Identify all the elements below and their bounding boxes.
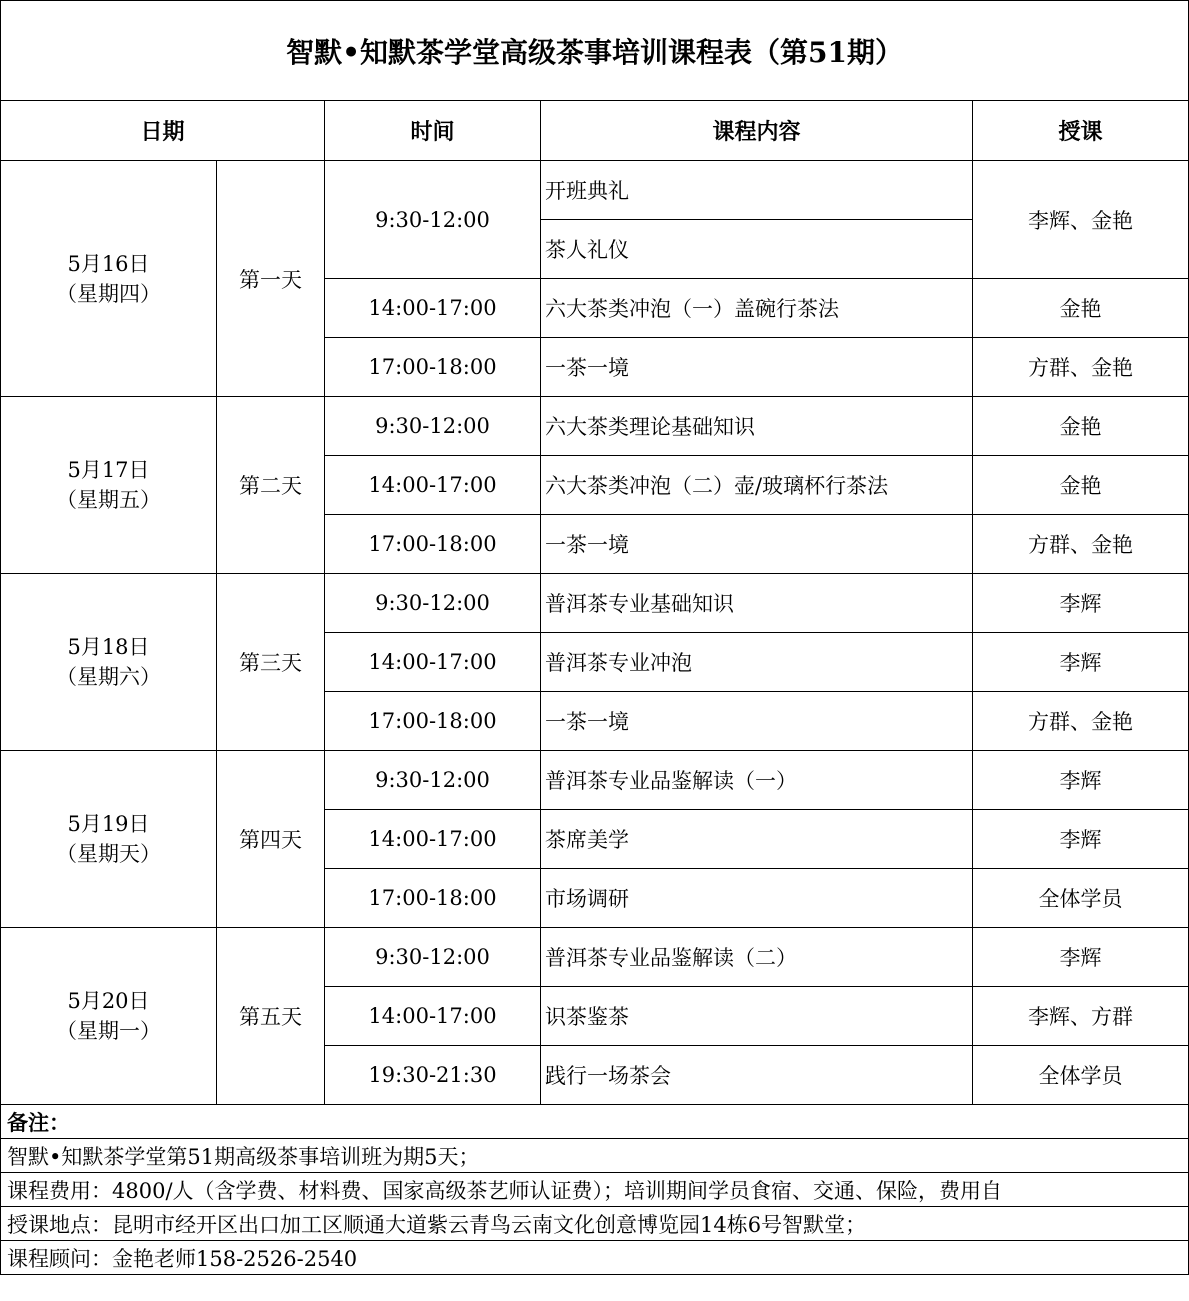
time-cell: 9:30-12:00 (325, 574, 541, 633)
teacher-cell: 方群、金艳 (973, 515, 1189, 574)
time-cell: 17:00-18:00 (325, 338, 541, 397)
teacher-cell: 方群、金艳 (973, 692, 1189, 751)
content-cell: 普洱茶专业冲泡 (541, 633, 973, 692)
teacher-cell: 李辉 (973, 810, 1189, 869)
teacher-cell: 全体学员 (973, 869, 1189, 928)
weekday-text: （星期一） (56, 1019, 161, 1043)
content-cell: 识茶鉴茶 (541, 987, 973, 1046)
content-cell: 践行一场茶会 (541, 1046, 973, 1105)
header-time: 时间 (325, 101, 541, 161)
date-text: 5月20日 (67, 989, 150, 1013)
notes-row (1, 1139, 1189, 1173)
table-row (1, 751, 1189, 810)
weekday-text: （星期五） (56, 488, 161, 512)
weekday-text: （星期四） (56, 281, 161, 306)
date-cell (1, 928, 217, 1105)
time-cell: 9:30-12:00 (325, 928, 541, 987)
day-label: 第四天 (217, 751, 325, 928)
header-content: 课程内容 (541, 101, 973, 161)
teacher-cell: 李辉 (973, 633, 1189, 692)
time-cell: 17:00-18:00 (325, 869, 541, 928)
notes-row (1, 1207, 1189, 1241)
content-cell: 普洱茶专业基础知识 (541, 574, 973, 633)
day-label: 第二天 (217, 397, 325, 574)
table-row (1, 574, 1189, 633)
time-cell: 9:30-12:00 (325, 397, 541, 456)
content-cell: 市场调研 (541, 869, 973, 928)
date-cell (1, 574, 217, 751)
time-cell: 17:00-18:00 (325, 515, 541, 574)
content-cell: 茶席美学 (541, 810, 973, 869)
table-row (1, 161, 1189, 220)
date-cell (1, 161, 217, 397)
content-cell: 一茶一境 (541, 515, 973, 574)
content-cell: 一茶一境 (541, 338, 973, 397)
day-label: 第三天 (217, 574, 325, 751)
notes-title-row (1, 1105, 1189, 1139)
table-row (1, 928, 1189, 987)
note-line: 智默•知默茶学堂第51期高级茶事培训班为期5天； (1, 1139, 1189, 1173)
date-text: 5月16日 (67, 251, 150, 276)
teacher-cell: 金艳 (973, 397, 1189, 456)
notes-row (1, 1173, 1189, 1207)
date-text: 5月18日 (67, 635, 150, 659)
time-cell: 14:00-17:00 (325, 987, 541, 1046)
content-cell: 六大茶类理论基础知识 (541, 397, 973, 456)
time-cell: 14:00-17:00 (325, 279, 541, 338)
notes-row (1, 1241, 1189, 1275)
note-line: 授课地点：昆明市经开区出口加工区顺通大道紫云青鸟云南文化创意博览园14栋6号智默堂； (1, 1207, 1189, 1241)
time-cell: 14:00-17:00 (325, 810, 541, 869)
date-cell (1, 751, 217, 928)
table-title: 智默•知默茶学堂高级茶事培训课程表（第51期） (1, 1, 1189, 101)
note-line: 课程顾问：金艳老师158-2526-2540 (1, 1241, 1189, 1275)
date-text: 5月17日 (67, 458, 150, 482)
day-label: 第一天 (217, 161, 325, 397)
notes-title: 备注： (1, 1105, 1189, 1139)
teacher-cell: 全体学员 (973, 1046, 1189, 1105)
teacher-cell: 李辉 (973, 751, 1189, 810)
teacher-cell: 李辉、金艳 (973, 161, 1189, 279)
teacher-cell: 金艳 (973, 456, 1189, 515)
day-label: 第五天 (217, 928, 325, 1105)
time-cell: 19:30-21:30 (325, 1046, 541, 1105)
note-line: 课程费用：4800/人（含学费、材料费、国家高级茶艺师认证费）；培训期间学员食宿、交通、保险，费用自 (1, 1173, 1189, 1207)
teacher-cell: 李辉、方群 (973, 987, 1189, 1046)
weekday-text: （星期天） (56, 842, 161, 866)
header-teacher: 授课 (973, 101, 1189, 161)
content-cell: 茶人礼仪 (541, 220, 973, 279)
time-cell: 17:00-18:00 (325, 692, 541, 751)
time-cell: 9:30-12:00 (325, 751, 541, 810)
teacher-cell: 李辉 (973, 928, 1189, 987)
weekday-text: （星期六） (56, 665, 161, 689)
content-cell: 一茶一境 (541, 692, 973, 751)
teacher-cell: 李辉 (973, 574, 1189, 633)
time-cell: 14:00-17:00 (325, 633, 541, 692)
content-cell: 普洱茶专业品鉴解读（一） (541, 751, 973, 810)
table-row (1, 397, 1189, 456)
date-text: 5月19日 (67, 812, 150, 836)
teacher-cell: 金艳 (973, 279, 1189, 338)
header-date: 日期 (1, 101, 325, 161)
time-cell: 14:00-17:00 (325, 456, 541, 515)
content-cell: 普洱茶专业品鉴解读（二） (541, 928, 973, 987)
date-cell (1, 397, 217, 574)
time-cell: 9:30-12:00 (325, 161, 541, 279)
teacher-cell: 方群、金艳 (973, 338, 1189, 397)
content-cell: 开班典礼 (541, 161, 973, 220)
content-cell: 六大茶类冲泡（一）盖碗行茶法 (541, 279, 973, 338)
content-cell: 六大茶类冲泡（二）壶/玻璃杯行茶法 (541, 456, 973, 515)
